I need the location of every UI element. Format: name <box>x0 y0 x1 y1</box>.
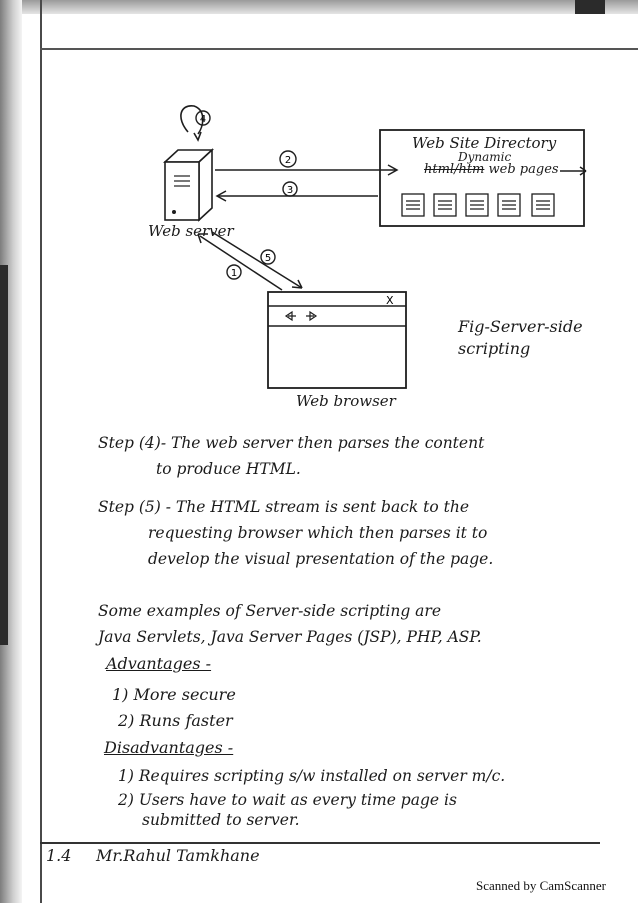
step-4-paragraph <box>98 430 598 482</box>
directory-pages-text: web pages <box>488 162 559 177</box>
disadvantages-heading: Disadvantages - <box>104 738 234 757</box>
step-badge-1: 1 <box>230 268 238 279</box>
list-item: 1) More secure <box>112 685 236 704</box>
directory-dynamic-label: Dynamic <box>458 150 512 164</box>
list-item: 2) Users have to wait as every time page is <box>118 791 457 809</box>
author-name: Mr.Rahul Tamkhane <box>96 846 260 865</box>
advantages-list <box>112 682 512 734</box>
page-number: 1.4 <box>46 846 72 865</box>
step-badge-4: 4 <box>199 114 207 125</box>
disadvantages-list <box>118 764 608 828</box>
list-item: 1) Requires scripting s/w installed on server m/c. <box>118 767 506 785</box>
server-icon <box>165 150 212 220</box>
list-item: submitted to server. <box>142 811 300 829</box>
advantages-heading: Advantages - <box>106 654 212 673</box>
step-badge-3: 3 <box>286 185 294 196</box>
examples-paragraph <box>98 598 603 650</box>
browser-close-icon: X <box>386 294 394 307</box>
list-item: 2) Runs faster <box>118 711 233 730</box>
arrow-5-line <box>212 232 302 288</box>
directory-title: Web Site Directory <box>412 134 557 152</box>
step-badge-2: 2 <box>284 155 292 166</box>
examples-line: Java Servlets, Java Server Pages (JSP), PHP, ASP. <box>98 628 482 646</box>
examples-line: Some examples of Server-side scripting are <box>98 602 442 620</box>
web-browser-label: Web browser <box>296 392 396 410</box>
loop-arrowhead <box>194 132 201 140</box>
step-5-line: requesting browser which then parses it to <box>148 524 488 542</box>
directory-pages-label <box>424 162 559 177</box>
notebook-footer-line <box>40 842 600 844</box>
step-5-line: Step (5) - The HTML stream is sent back to the <box>98 498 470 516</box>
step-badge-5: 5 <box>264 253 272 264</box>
step-4-line: to produce HTML. <box>156 460 301 478</box>
step-5-paragraph <box>98 494 598 572</box>
scanner-watermark: Scanned by CamScanner <box>476 878 606 893</box>
step-4-line: Step (4)- The web server then parses the content <box>98 434 485 452</box>
figure-caption: Fig-Server-side scripting <box>458 317 583 358</box>
browser-window <box>268 292 406 388</box>
step-5-line: develop the visual presentation of the page. <box>148 550 494 568</box>
web-server-label: Web server <box>148 222 234 240</box>
directory-struck-text: html/htm <box>424 162 485 177</box>
